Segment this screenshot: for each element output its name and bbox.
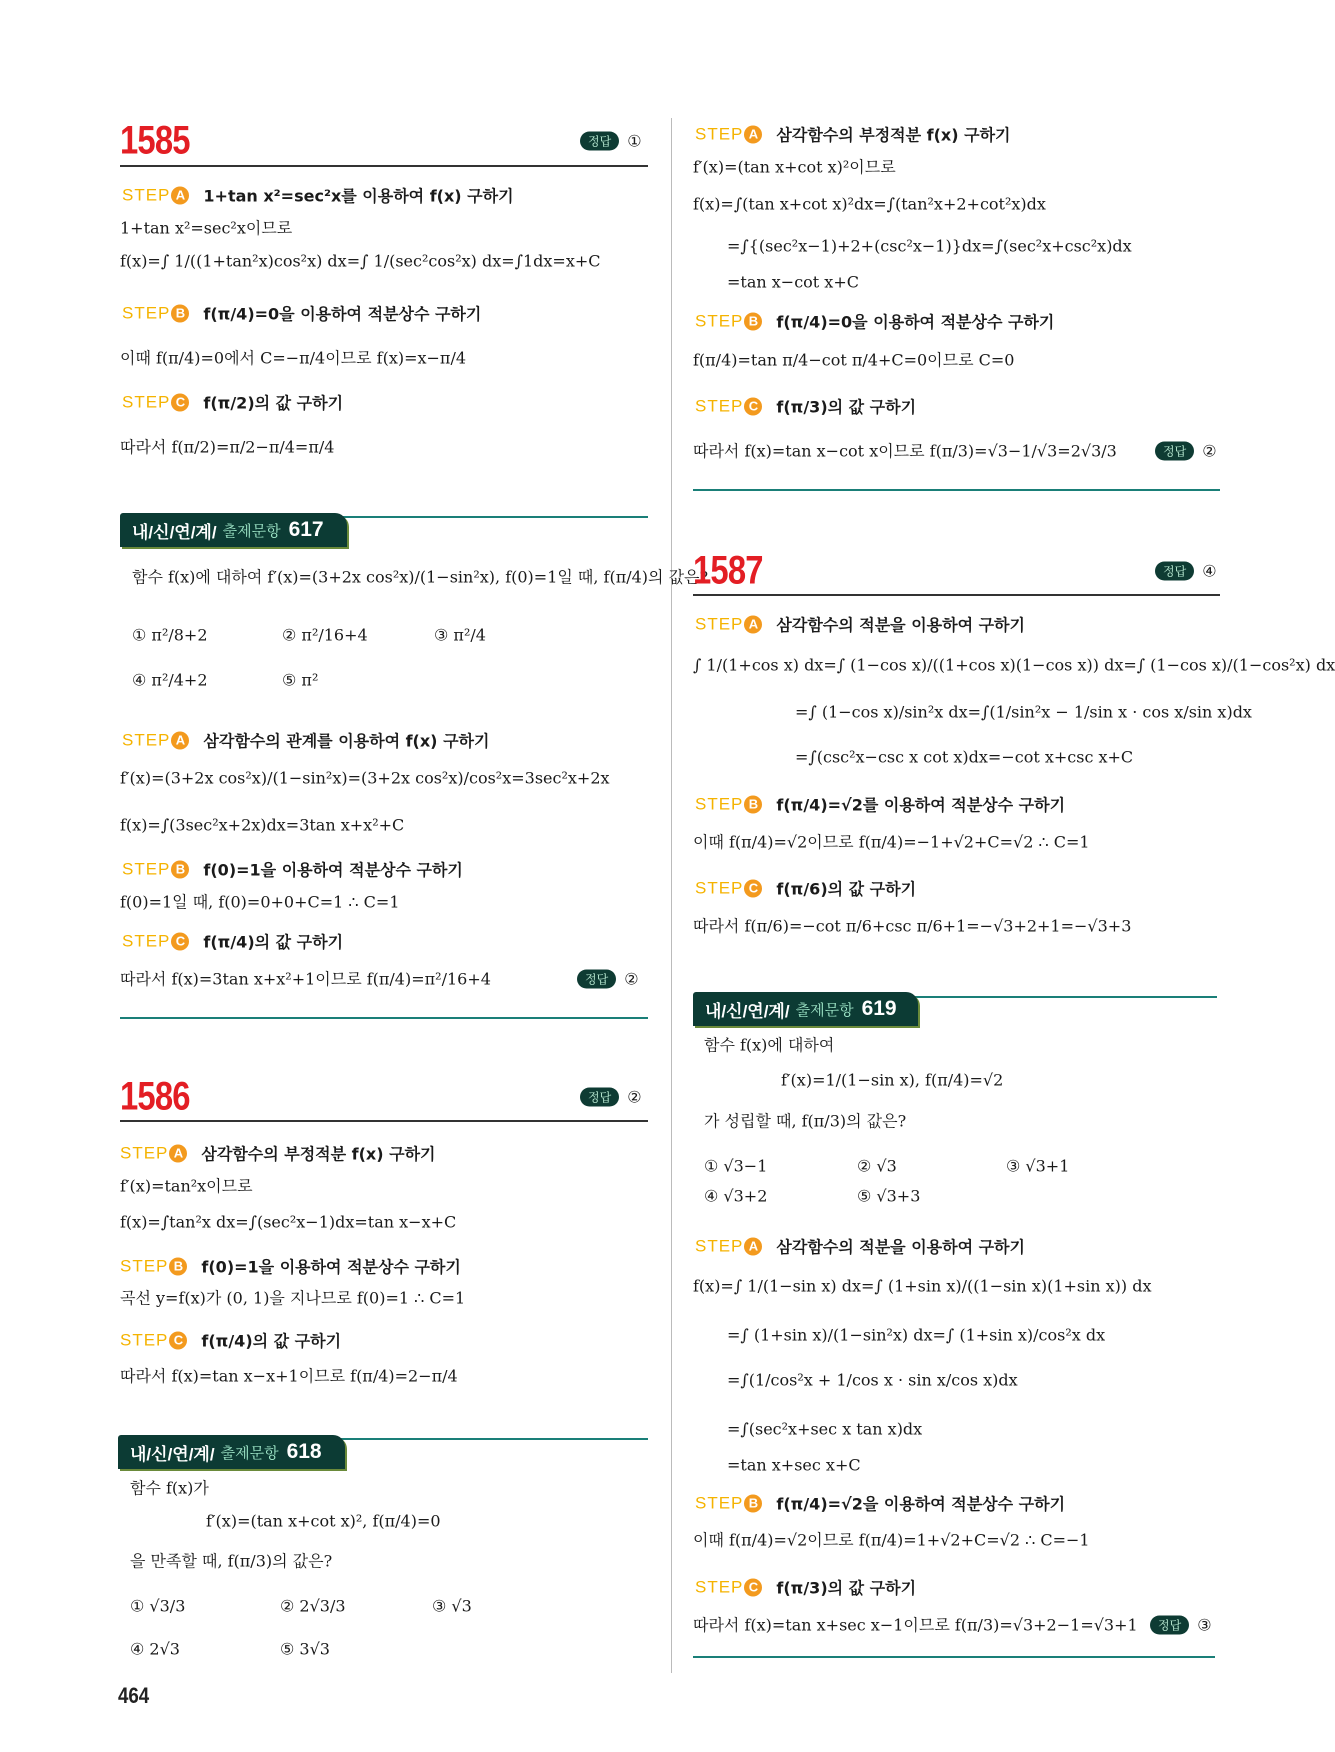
choice: ④ π²/4+2 (132, 670, 208, 690)
step-title: 삼각함수의 적분을 이용하여 구하기 (776, 1237, 1025, 1257)
step-b (120, 1255, 461, 1278)
step-letter: B (171, 860, 189, 878)
step-label: STEP (695, 1236, 744, 1255)
banner-number: 617 (288, 518, 324, 541)
solution-line: ∫ 1/(1+cos x) dx=∫ (1−cos x)/((1+cos x)(1−cos x)) dx=∫ (1−cos x)/(1−cos²x) dx (693, 655, 1335, 675)
step-b (695, 793, 1065, 816)
choice: ② π²/16+4 (282, 625, 368, 645)
choice: ③ √3+1 (1006, 1156, 1070, 1176)
banner-label: 내/신/연/계/ (705, 1001, 790, 1021)
column-divider (671, 118, 672, 1673)
step-title: f(π/4)=√2를 이용하여 적분상수 구하기 (776, 795, 1066, 815)
step-label: STEP (695, 1493, 744, 1512)
step-title: 삼각함수의 적분을 이용하여 구하기 (776, 615, 1025, 635)
answer-badge: 정답 (1155, 442, 1194, 461)
solution-line: =tan x−cot x+C (727, 272, 859, 292)
answer-mark (1155, 442, 1217, 461)
answer-value: ② (1202, 441, 1217, 461)
step-c (122, 391, 343, 414)
divider (120, 1017, 648, 1019)
solution-line: 1+tan x²=sec²x이므로 (120, 218, 293, 238)
choice: ① √3/3 (130, 1596, 186, 1616)
divider (693, 1656, 1215, 1658)
solution-line: 따라서 f(π/2)=π/2−π/4=π/4 (120, 437, 335, 457)
divider (693, 489, 1220, 491)
step-label: STEP (122, 730, 171, 749)
step-letter: A (169, 1144, 187, 1162)
step-label: STEP (122, 931, 171, 950)
solution-line: =∫(1/cos²x + 1/cos x · sin x/cos x)dx (727, 1370, 1018, 1390)
choice: ① √3−1 (704, 1156, 768, 1176)
step-title: f(π/4)의 값 구하기 (201, 1331, 342, 1351)
choice: ② 2√3/3 (280, 1596, 346, 1616)
page-number: 464 (118, 1683, 150, 1708)
solution-line: =∫(sec²x+sec x tan x)dx (727, 1419, 923, 1439)
question-text: 함수 f(x)가 (130, 1478, 209, 1498)
step-label: STEP (122, 392, 171, 411)
solution-line: 따라서 f(π/6)=−cot π/6+csc π/6+1=−√3+2+1=−√3+3 (693, 916, 1132, 936)
step-letter: B (744, 1494, 762, 1512)
question-text: 함수 f(x)에 대하여 (704, 1035, 835, 1055)
solution-line: f(0)=1일 때, f(0)=0+0+C=1 ∴ C=1 (120, 892, 400, 912)
choice: ② √3 (857, 1156, 897, 1176)
step-c (695, 395, 916, 418)
solution-line: =∫ (1+sin x)/(1−sin²x) dx=∫ (1+sin x)/cos²x dx (727, 1325, 1106, 1345)
answer-badge: 정답 (580, 132, 619, 151)
related-problem-banner (120, 513, 347, 547)
divider (120, 1120, 648, 1122)
step-letter: A (171, 186, 189, 204)
banner-label: 내/신/연/계/ (132, 522, 217, 542)
step-letter: B (744, 312, 762, 330)
question-text: 가 성립할 때, f(π/3)의 값은? (704, 1111, 907, 1131)
solution-line: 따라서 f(x)=3tan x+x²+1이므로 f(π/4)=π²/16+4 (120, 969, 491, 989)
step-title: f(π/2)의 값 구하기 (203, 393, 344, 413)
step-label: STEP (695, 124, 744, 143)
answer-mark (1150, 1616, 1212, 1635)
step-title: 삼각함수의 부정적분 f(x) 구하기 (776, 125, 1011, 145)
step-label: STEP (120, 1330, 169, 1349)
solution-line: 따라서 f(x)=tan x−x+1이므로 f(π/4)=2−π/4 (120, 1366, 458, 1386)
question-text: f′(x)=1/(1−sin x), f(π/4)=√2 (781, 1070, 1004, 1090)
step-a (122, 184, 514, 207)
solution-line: f′(x)=(tan x+cot x)²이므로 (693, 157, 896, 177)
step-letter: B (171, 304, 189, 322)
solution-line: f(π/4)=tan π/4−cot π/4+C=0이므로 C=0 (693, 350, 1015, 370)
choice: ⑤ 3√3 (280, 1639, 330, 1659)
step-b (122, 858, 463, 881)
solution-line: 이때 f(π/4)=0에서 C=−π/4이므로 f(x)=x−π/4 (120, 348, 467, 368)
banner-rule (910, 996, 1217, 998)
step-label: STEP (122, 303, 171, 322)
answer-badge: 정답 (580, 1088, 619, 1107)
solution-line: f(x)=∫(tan x+cot x)²dx=∫(tan²x+2+cot²x)dx (693, 194, 1046, 214)
banner-number: 619 (861, 997, 897, 1020)
divider (120, 165, 648, 167)
step-title: f(0)=1을 이용하여 적분상수 구하기 (201, 1257, 461, 1277)
step-letter: A (744, 1237, 762, 1255)
answer-mark (580, 1088, 642, 1107)
step-letter: B (169, 1257, 187, 1275)
step-letter: C (744, 879, 762, 897)
step-title: f(π/3)의 값 구하기 (776, 397, 917, 417)
step-title: f(π/4)=0을 이용하여 적분상수 구하기 (203, 304, 482, 324)
step-label: STEP (695, 1577, 744, 1596)
solution-line: 곡선 y=f(x)가 (0, 1)을 지나므로 f(0)=1 ∴ C=1 (120, 1288, 466, 1308)
step-b (695, 1492, 1065, 1515)
related-problem-banner (693, 992, 918, 1026)
step-label: STEP (122, 859, 171, 878)
step-c (122, 930, 343, 953)
choice: ⑤ π² (282, 670, 319, 690)
step-label: STEP (120, 1256, 169, 1275)
step-title: f(π/6)의 값 구하기 (776, 879, 917, 899)
answer-value: ① (627, 131, 642, 151)
answer-mark (577, 970, 639, 989)
step-label: STEP (695, 794, 744, 813)
question-text: 을 만족할 때, f(π/3)의 값은? (130, 1551, 333, 1571)
solution-line: 따라서 f(x)=tan x−cot x이므로 f(π/3)=√3−1/√3=2√3/3 (693, 441, 1117, 461)
solution-line: f(x)=∫ 1/(1−sin x) dx=∫ (1+sin x)/((1−sin x)(1+sin x)) dx (693, 1276, 1152, 1296)
choice: ① π²/8+2 (132, 625, 208, 645)
solution-line: =∫(csc²x−csc x cot x)dx=−cot x+csc x+C (795, 747, 1134, 767)
solution-line: 이때 f(π/4)=√2이므로 f(π/4)=1+√2+C=√2 ∴ C=−1 (693, 1530, 1090, 1550)
choice: ③ √3 (432, 1596, 472, 1616)
step-title: 1+tan x²=sec²x를 이용하여 f(x) 구하기 (203, 186, 514, 206)
step-letter: C (744, 1578, 762, 1596)
step-title: f(0)=1을 이용하여 적분상수 구하기 (203, 860, 463, 880)
step-label: STEP (695, 311, 744, 330)
choice: ⑤ √3+3 (857, 1186, 921, 1206)
step-letter: A (744, 615, 762, 633)
related-problem-banner (118, 1435, 345, 1469)
step-c (695, 1576, 916, 1599)
step-letter: C (169, 1331, 187, 1349)
step-a (122, 729, 489, 752)
problem-number: 1586 (120, 1074, 190, 1119)
solution-line: =∫ (1−cos x)/sin²x dx=∫(1/sin²x − 1/sin x · cos x/sin x)dx (795, 702, 1252, 722)
banner-sub: 출제문항 (795, 1001, 854, 1019)
step-letter: A (744, 125, 762, 143)
step-title: f(π/4)의 값 구하기 (203, 932, 344, 952)
step-label: STEP (695, 614, 744, 633)
step-title: f(π/4)=0을 이용하여 적분상수 구하기 (776, 312, 1055, 332)
solution-line: 따라서 f(x)=tan x+sec x−1이므로 f(π/3)=√3+2−1=√3+1 (693, 1615, 1138, 1635)
step-a (120, 1142, 436, 1165)
choice: ③ π²/4 (434, 625, 486, 645)
step-title: f(π/3)의 값 구하기 (776, 1578, 917, 1598)
answer-value: ③ (1197, 1615, 1212, 1635)
answer-mark (1155, 562, 1217, 581)
step-a (695, 123, 1011, 146)
answer-value: ② (627, 1087, 642, 1107)
solution-line: f′(x)=tan²x이므로 (120, 1176, 253, 1196)
step-b (122, 302, 481, 325)
step-title: f(π/4)=√2을 이용하여 적분상수 구하기 (776, 1494, 1066, 1514)
banner-label: 내/신/연/계/ (130, 1444, 215, 1464)
step-label: STEP (120, 1143, 169, 1162)
step-label: STEP (122, 185, 171, 204)
divider (693, 594, 1220, 596)
question-text: f′(x)=(tan x+cot x)², f(π/4)=0 (206, 1511, 441, 1531)
answer-value: ④ (1202, 561, 1217, 581)
step-b (695, 310, 1054, 333)
step-a (695, 613, 1025, 636)
solution-line: f′(x)=(3+2x cos²x)/(1−sin²x)=(3+2x cos²x)/cos²x=3sec²x+2x (120, 768, 610, 788)
solution-line: =tan x+sec x+C (727, 1455, 861, 1475)
step-letter: C (171, 393, 189, 411)
solution-line: f(x)=∫tan²x dx=∫(sec²x−1)dx=tan x−x+C (120, 1212, 457, 1232)
solution-line: f(x)=∫ 1/((1+tan²x)cos²x) dx=∫ 1/(sec²cos²x) dx=∫1dx=x+C (120, 251, 601, 271)
solution-line: f(x)=∫(3sec²x+2x)dx=3tan x+x²+C (120, 815, 405, 835)
problem-number: 1585 (120, 118, 190, 163)
banner-rule (340, 516, 648, 518)
banner-sub: 출제문항 (220, 1444, 279, 1462)
answer-value: ② (624, 969, 639, 989)
step-c (120, 1329, 341, 1352)
solution-line: =∫{(sec²x−1)+2+(csc²x−1)}dx=∫(sec²x+csc²x)dx (727, 236, 1132, 256)
step-label: STEP (695, 396, 744, 415)
banner-sub: 출제문항 (222, 522, 281, 540)
banner-number: 618 (286, 1440, 322, 1463)
choice: ④ √3+2 (704, 1186, 768, 1206)
banner-rule (338, 1438, 648, 1440)
answer-mark (580, 132, 642, 151)
answer-badge: 정답 (1150, 1616, 1189, 1635)
step-title: 삼각함수의 관계를 이용하여 f(x) 구하기 (203, 731, 490, 751)
problem-number: 1587 (693, 548, 763, 593)
step-label: STEP (695, 878, 744, 897)
answer-badge: 정답 (577, 970, 616, 989)
step-letter: C (171, 932, 189, 950)
solution-line: 이때 f(π/4)=√2이므로 f(π/4)=−1+√2+C=√2 ∴ C=1 (693, 832, 1090, 852)
step-c (695, 877, 916, 900)
step-letter: B (744, 795, 762, 813)
step-a (695, 1235, 1025, 1258)
answer-badge: 정답 (1155, 562, 1194, 581)
step-title: 삼각함수의 부정적분 f(x) 구하기 (201, 1144, 436, 1164)
step-letter: C (744, 397, 762, 415)
step-letter: A (171, 731, 189, 749)
question-text: 함수 f(x)에 대하여 f′(x)=(3+2x cos²x)/(1−sin²x), f(0)=1일 때, f(π/4)의 값은? (132, 567, 709, 587)
choice: ④ 2√3 (130, 1639, 180, 1659)
